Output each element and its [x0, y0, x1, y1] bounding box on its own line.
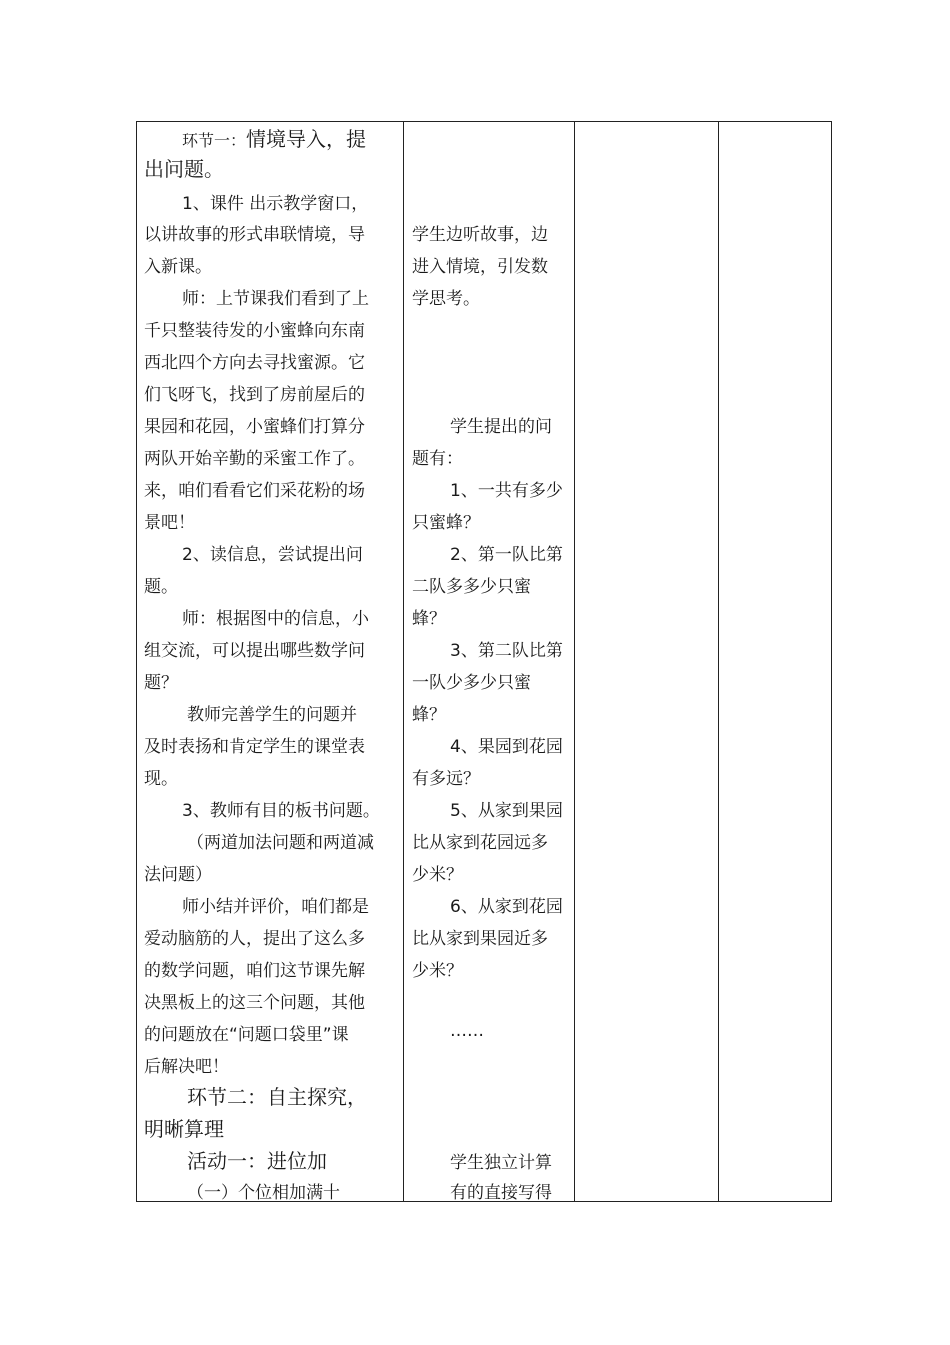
- column-divider: [403, 122, 404, 1201]
- text-line: 两队开始辛勤的采蜜工作了。: [144, 449, 365, 469]
- text-line: 入新课。: [144, 257, 212, 277]
- text-line: 及时表扬和肯定学生的课堂表: [144, 737, 365, 757]
- text-line: 有的直接写得: [450, 1183, 552, 1203]
- ellipsis: ……: [450, 1021, 484, 1041]
- text-line: （一）个位相加满十: [187, 1183, 340, 1203]
- text-line: 组交流，可以提出哪些数学问: [144, 641, 365, 661]
- text-line: 的数学问题，咱们这节课先解: [144, 961, 365, 981]
- section-2-heading-cont: 明晰算理: [144, 1117, 224, 1141]
- text-line: 二队多多少只蜜: [412, 577, 531, 597]
- text-line: 题。: [144, 577, 178, 597]
- text-line: 学思考。: [412, 289, 480, 309]
- text-line: 1、一共有多少: [450, 481, 563, 501]
- text-line: 题有：: [412, 449, 463, 469]
- text-line: 有多远？: [412, 769, 480, 789]
- text-line: 师：上节课我们看到了上: [182, 289, 369, 309]
- text-line: 蜂？: [412, 609, 446, 629]
- text-line: 千只整装待发的小蜜蜂向东南: [144, 321, 365, 341]
- text-line: 以讲故事的形式串联情境，导: [144, 225, 365, 245]
- text-line: 爱动脑筋的人，提出了这么多: [144, 929, 365, 949]
- section-1-heading: 环节一：情境导入，提: [182, 127, 367, 151]
- text-line: 题？: [144, 673, 178, 693]
- text-line: 师小结并评价，咱们都是: [182, 897, 369, 917]
- text-line: 的问题放在“问题口袋里”课: [144, 1025, 349, 1045]
- text-line: 西北四个方向去寻找蜜源。它: [144, 353, 365, 373]
- text-line: （两道加法问题和两道减: [187, 833, 374, 853]
- text-line: 3、教师有目的板书问题。: [182, 801, 380, 821]
- text-line: 教师完善学生的问题并: [187, 705, 357, 725]
- text-line: 来，咱们看看它们采花粉的场: [144, 481, 365, 501]
- text-line: 2、读信息，尝试提出问: [182, 545, 363, 565]
- text-line: 果园和花园，小蜜蜂们打算分: [144, 417, 365, 437]
- text-line: 学生提出的问: [450, 417, 552, 437]
- lesson-table: [136, 121, 832, 1202]
- text-line: 后解决吧！: [144, 1057, 229, 1077]
- text-line: 少米？: [412, 961, 463, 981]
- text-line: 学生边听故事，边: [412, 225, 548, 245]
- text-line: 现。: [144, 769, 178, 789]
- text-line: 只蜜蜂？: [412, 513, 480, 533]
- text-line: 5、从家到果园: [450, 801, 563, 821]
- text-line: 1、课件 出示教学窗口，: [182, 194, 369, 214]
- activity-1-heading: 活动一：进位加: [187, 1149, 327, 1173]
- text-line: 2、第一队比第: [450, 545, 563, 565]
- text-line: 4、果园到花园: [450, 737, 563, 757]
- text-line: 6、从家到花园: [450, 897, 563, 917]
- text-line: 比从家到花园远多: [412, 833, 548, 853]
- text-line: 3、第二队比第: [450, 641, 563, 661]
- text-line: 一队少多少只蜜: [412, 673, 531, 693]
- text-line: 出问题。: [144, 157, 224, 181]
- text-line: 景吧！: [144, 513, 195, 533]
- text-line: 少米？: [412, 865, 463, 885]
- text-line: 决黑板上的这三个问题，其他: [144, 993, 365, 1013]
- text-line: 蜂？: [412, 705, 446, 725]
- text-line: 们飞呀飞，找到了房前屋后的: [144, 385, 365, 405]
- column-divider: [718, 122, 719, 1201]
- column-divider: [574, 122, 575, 1201]
- text-line: 法问题）: [144, 865, 212, 885]
- section-2-heading: 环节二：自主探究，: [187, 1085, 367, 1109]
- text-line: 师：根据图中的信息，小: [182, 609, 369, 629]
- text-line: 进入情境，引发数: [412, 257, 548, 277]
- text-line: 学生独立计算: [450, 1153, 552, 1173]
- text-line: 比从家到果园近多: [412, 929, 548, 949]
